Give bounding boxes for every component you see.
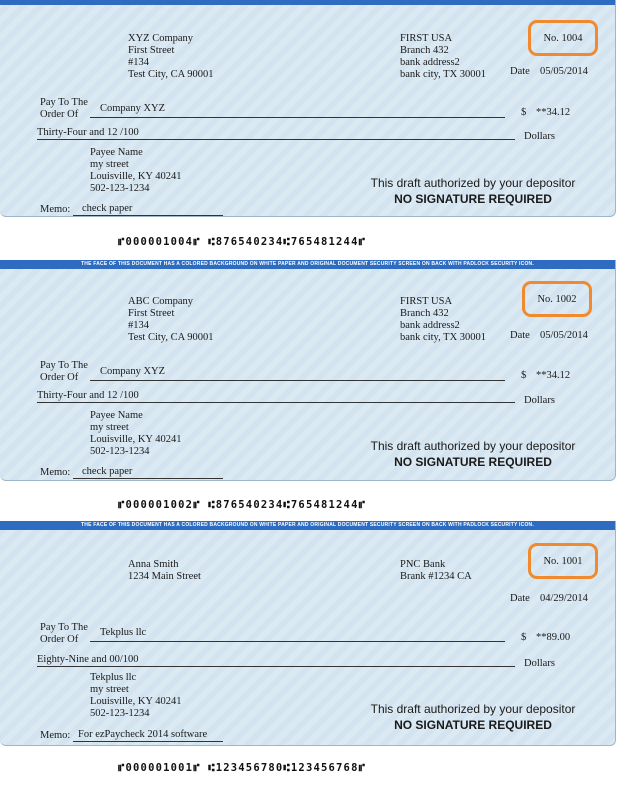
bank-address: bank address2 bbox=[400, 57, 460, 68]
no-signature-required: NO SIGNATURE REQUIRED bbox=[394, 455, 552, 469]
bank-city: bank city, TX 30001 bbox=[400, 69, 487, 80]
payee-address-city: Louisville, KY 40241 bbox=[90, 696, 182, 707]
no-signature-required: NO SIGNATURE REQUIRED bbox=[394, 192, 552, 206]
payer-city: Test City, CA 90001 bbox=[128, 69, 214, 80]
amount-words-line bbox=[37, 666, 515, 667]
date-label: Date bbox=[510, 593, 530, 604]
check-number: No. 1002 bbox=[522, 281, 592, 317]
payee-address-street: my street bbox=[90, 422, 129, 433]
order-of-label: Order Of bbox=[40, 372, 79, 383]
micr-line: ⑈000001002⑈ ⑆876540234⑆765481244⑈ bbox=[118, 499, 367, 511]
pay-to-label: Pay To The bbox=[40, 97, 88, 108]
payer-name: XYZ Company bbox=[128, 33, 194, 44]
no-signature-required: NO SIGNATURE REQUIRED bbox=[394, 718, 552, 732]
payee-line bbox=[90, 641, 505, 642]
date-value: 04/29/2014 bbox=[540, 593, 588, 604]
payer-name: Anna Smith bbox=[128, 559, 179, 570]
pay-to-label: Pay To The bbox=[40, 360, 88, 371]
date-label: Date bbox=[510, 66, 530, 77]
amount-words: Thirty-Four and 12 /100 bbox=[37, 390, 139, 401]
payee-address-name: Payee Name bbox=[90, 410, 143, 421]
bank-branch: Branch 432 bbox=[400, 45, 449, 56]
currency-symbol: $ bbox=[521, 632, 527, 643]
currency-symbol: $ bbox=[521, 107, 527, 118]
payee-name: Tekplus llc bbox=[100, 627, 147, 638]
bank-address: bank address2 bbox=[400, 320, 460, 331]
payee-line bbox=[90, 117, 505, 118]
amount-words: Thirty-Four and 12 /100 bbox=[37, 127, 139, 138]
payee-address-phone: 502-123-1234 bbox=[90, 183, 150, 194]
bank-name: FIRST USA bbox=[400, 33, 453, 44]
payee-name: Company XYZ bbox=[100, 366, 166, 377]
payee-address-name: Tekplus llc bbox=[90, 672, 137, 683]
check-1002 bbox=[0, 260, 616, 481]
payer-unit: #134 bbox=[128, 320, 149, 331]
amount-words: Eighty-Nine and 00/100 bbox=[37, 654, 139, 665]
date-value: 05/05/2014 bbox=[540, 66, 588, 77]
date-label: Date bbox=[510, 330, 530, 341]
memo-label: Memo: bbox=[40, 467, 71, 478]
memo-value: check paper bbox=[82, 466, 133, 477]
order-of-label: Order Of bbox=[40, 634, 79, 645]
memo-value: For ezPaycheck 2014 software bbox=[78, 729, 208, 740]
order-of-label: Order Of bbox=[40, 109, 79, 120]
memo-value: check paper bbox=[82, 203, 133, 214]
bank-name: PNC Bank bbox=[400, 559, 446, 570]
bank-name: FIRST USA bbox=[400, 296, 453, 307]
payer-unit: #134 bbox=[128, 57, 149, 68]
amount-words-line bbox=[37, 402, 515, 403]
memo-label: Memo: bbox=[40, 730, 71, 741]
payee-address-street: my street bbox=[90, 684, 129, 695]
amount-value: **34.12 bbox=[536, 107, 571, 118]
authorization-text: This draft authorized by your depositor bbox=[370, 702, 576, 716]
payer-street: 1234 Main Street bbox=[128, 571, 201, 582]
check-1004 bbox=[0, 0, 616, 217]
payee-address-phone: 502-123-1234 bbox=[90, 446, 150, 457]
check-number: No. 1004 bbox=[528, 20, 598, 56]
currency-symbol: $ bbox=[521, 370, 527, 381]
payer-name: ABC Company bbox=[128, 296, 194, 307]
bank-branch: Brank #1234 CA bbox=[400, 571, 472, 582]
dollars-label: Dollars bbox=[524, 658, 555, 669]
dollars-label: Dollars bbox=[524, 395, 555, 406]
memo-line bbox=[73, 215, 223, 216]
payee-address-city: Louisville, KY 40241 bbox=[90, 171, 182, 182]
bank-branch: Branch 432 bbox=[400, 308, 449, 319]
payee-address-phone: 502-123-1234 bbox=[90, 708, 150, 719]
bank-city: bank city, TX 30001 bbox=[400, 332, 487, 343]
pay-to-label: Pay To The bbox=[40, 622, 88, 633]
security-banner: THE FACE OF THIS DOCUMENT HAS A COLORED BACKGROUND ON WHITE PAPER AND ORIGINAL DOCUMENT SECURITY SCREEN ON BACK WITH PADLOCK SECURITY ICON. bbox=[0, 521, 615, 530]
authorization-note bbox=[362, 439, 584, 469]
payer-street: First Street bbox=[128, 308, 175, 319]
authorization-note bbox=[362, 702, 584, 732]
micr-line: ⑈000001004⑈ ⑆876540234⑆765481244⑈ bbox=[118, 236, 367, 248]
security-banner bbox=[0, 0, 615, 5]
amount-value: **89.00 bbox=[536, 632, 571, 643]
authorization-note bbox=[362, 176, 584, 206]
payee-address-city: Louisville, KY 40241 bbox=[90, 434, 182, 445]
dollars-label: Dollars bbox=[524, 131, 555, 142]
amount-words-line bbox=[37, 139, 515, 140]
memo-label: Memo: bbox=[40, 204, 71, 215]
payee-name: Company XYZ bbox=[100, 103, 166, 114]
payee-address-street: my street bbox=[90, 159, 129, 170]
date-value: 05/05/2014 bbox=[540, 330, 588, 341]
payee-address-name: Payee Name bbox=[90, 147, 143, 158]
payee-line bbox=[90, 380, 505, 381]
check-1001 bbox=[0, 521, 616, 746]
authorization-text: This draft authorized by your depositor bbox=[370, 439, 576, 453]
security-banner: THE FACE OF THIS DOCUMENT HAS A COLORED BACKGROUND ON WHITE PAPER AND ORIGINAL DOCUMENT SECURITY SCREEN ON BACK WITH PADLOCK SECURITY ICON. bbox=[0, 260, 615, 269]
amount-value: **34.12 bbox=[536, 370, 571, 381]
payer-street: First Street bbox=[128, 45, 175, 56]
authorization-text: This draft authorized by your depositor bbox=[370, 176, 576, 190]
memo-line bbox=[73, 741, 223, 742]
payer-city: Test City, CA 90001 bbox=[128, 332, 214, 343]
memo-line bbox=[73, 478, 223, 479]
micr-line: ⑈000001001⑈ ⑆123456780⑆123456768⑈ bbox=[118, 762, 367, 774]
check-number: No. 1001 bbox=[528, 543, 598, 579]
